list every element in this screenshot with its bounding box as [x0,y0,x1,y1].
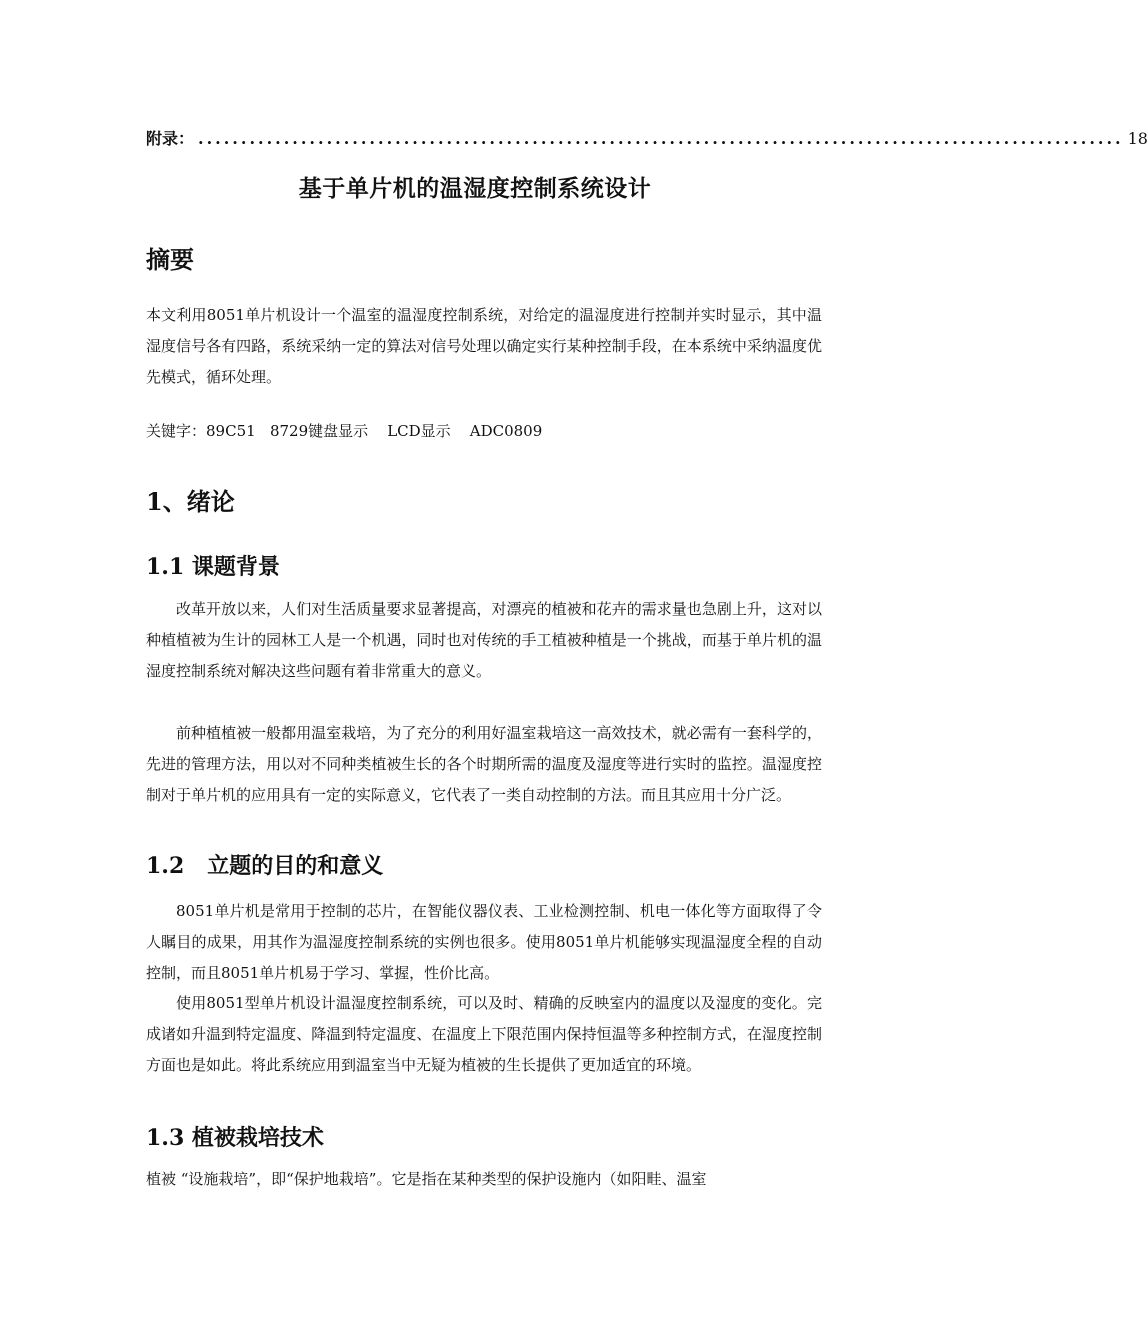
document-title: 基于单片机的温湿度控制系统设计 [298,175,652,202]
section-1-3-paragraph-1: 植被 “设施栽培”，即“保护地栽培”。它是指在某种类型的保护设施内（如阳畦、温室 [146,1170,707,1188]
toc-label: 附录： [146,129,195,148]
section-1-1-paragraph-1: 改革开放以来，人们对生活质量要求显著提高，对漂亮的植被和花卉的需求量也急剧上升，这对以种植植被为生计的园林工人是一个机遇，同时也对传统的手工植被种植是一个挑战，而基于单片机的温湿度控制系统对解决这些问题有着非常重大的意义。 [146,600,822,680]
toc-leader-dots: ............................................................................................................ [198,129,1124,148]
section-1-3-heading: 1.3 植被栽培技术 [146,1125,324,1151]
section-1-1-heading: 1.1 课题背景 [146,554,280,580]
section-1-2-paragraph-2: 使用8051型单片机设计温湿度控制系统，可以及时、精确的反映室内的温度以及湿度的变化。完成诸如升温到特定温度、降温到特定温度、在温度上下限范围内保持恒温等多种控制方式，在湿度控制方面也是如此。将此系统应用到温室当中无疑为植被的生长提供了更加适宜的环境。 [146,994,822,1074]
abstract-heading: 摘要 [146,245,194,274]
chapter-1-heading: 1、绪论 [146,487,235,516]
toc-page-number: 18 [1127,129,1148,148]
section-1-2-paragraph-1: 8051单片机是常用于控制的芯片，在智能仪器仪表、工业检测控制、机电一体化等方面取得了令人瞩目的成果，用其作为温湿度控制系统的实例也很多。使用8051单片机能够实现温湿度全程的自动控制，而且8051单片机易于学习、掌握，性价比高。 [146,902,822,982]
abstract-text: 本文利用8051单片机设计一个温室的温湿度控制系统，对给定的温湿度进行控制并实时显示，其中温湿度信号各有四路，系统采纳一定的算法对信号处理以确定实行某种控制手段，在本系统中采纳温度优先模式，循环处理。 [146,306,822,386]
toc-entry-appendix[interactable] [146,126,1148,150]
keywords-line: 关键字：89C51 8729键盘显示 LCD显示 ADC0809 [146,422,543,440]
section-1-2-heading: 1.2 立题的目的和意义 [146,853,384,879]
section-1-1-paragraph-2: 前种植植被一般都用温室栽培，为了充分的利用好温室栽培这一高效技术，就必需有一套科学的，先进的管理方法，用以对不同种类植被生长的各个时期所需的温度及湿度等进行实时的监控。温湿度控制对于单片机的应用具有一定的实际意义，它代表了一类自动控制的方法。而且其应用十分广泛。 [146,724,822,804]
